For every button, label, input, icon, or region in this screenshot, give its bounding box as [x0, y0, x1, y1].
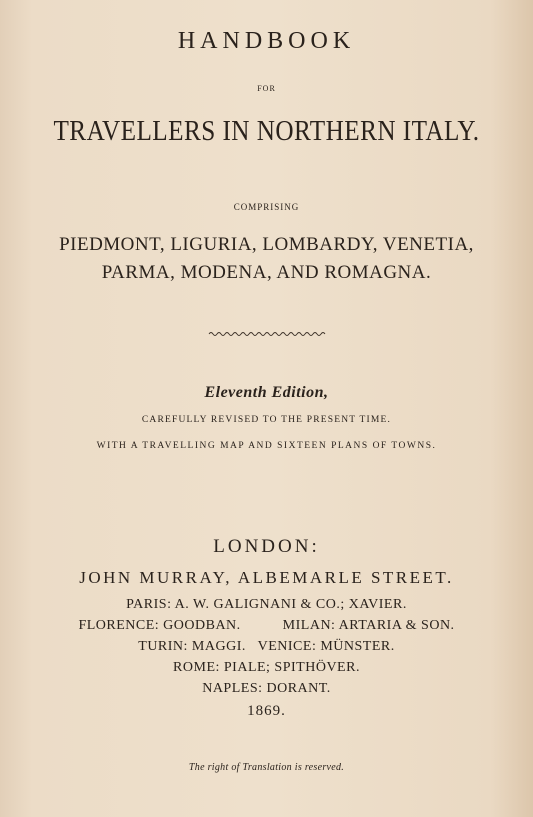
imprint-year: 1869. — [247, 703, 286, 719]
decorative-wavy-rule — [0, 330, 533, 338]
book-title: TRAVELLERS IN NORTHERN ITALY. — [53, 116, 480, 147]
regions-line-2: PARMA, MODENA, AND ROMAGNA. — [101, 262, 432, 283]
translation-rights-note: The right of Translation is reserved. — [188, 762, 345, 773]
imprint-turin-venice: TURIN: MAGGI. VENICE: MÜNSTER. — [138, 639, 395, 654]
imprint-naples: NAPLES: DORANT. — [202, 681, 331, 696]
edition-label: Eleventh Edition, — [204, 384, 329, 401]
for-label: FOR — [257, 84, 276, 93]
handbook-heading: HANDBOOK — [177, 28, 356, 54]
imprint-publisher: JOHN MURRAY, ALBEMARLE STREET. — [79, 568, 454, 587]
imprint-city: LONDON: — [213, 536, 320, 557]
imprint-paris: PARIS: A. W. GALIGNANI & CO.; XAVIER. — [126, 597, 407, 612]
comprising-label: COMPRISING — [233, 202, 300, 212]
imprint-milan: MILAN: ARTARIA & SON. — [282, 618, 455, 633]
revised-note: CAREFULLY REVISED TO THE PRESENT TIME. — [141, 415, 392, 425]
imprint-florence-milan-row — [0, 618, 533, 634]
regions-line-1: PIEDMONT, LIGURIA, LOMBARDY, VENETIA, — [59, 234, 474, 255]
wavy-rule-icon — [208, 330, 326, 338]
imprint-rome: ROME: PIALE; SPITHÖVER. — [173, 660, 360, 675]
imprint-florence: FLORENCE: GOODBAN. — [78, 618, 241, 633]
map-note: WITH A TRAVELLING MAP AND SIXTEEN PLANS OF TOWNS. — [96, 441, 437, 451]
